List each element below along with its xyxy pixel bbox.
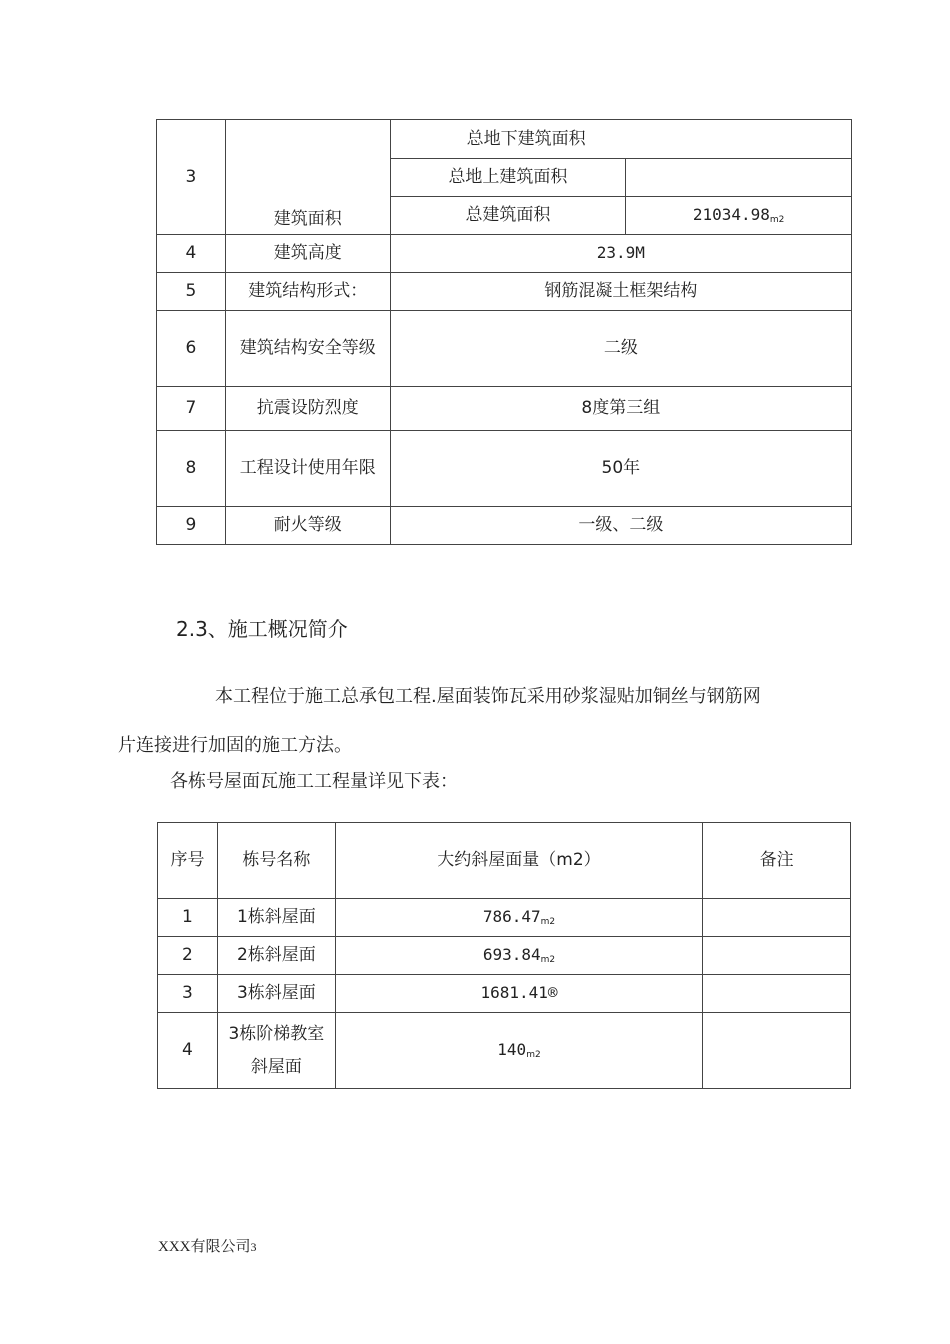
row-value: 50年	[390, 431, 851, 507]
aboveground-area-value	[626, 159, 852, 197]
row-number: 1	[158, 899, 218, 937]
row-note	[703, 899, 851, 937]
row-number: 4	[158, 1013, 218, 1089]
row-number: 5	[157, 273, 226, 311]
row-label: 建筑结构形式：	[225, 273, 390, 311]
row-area	[335, 1013, 702, 1089]
row-number: 7	[157, 387, 226, 431]
row-label: 建筑面积	[225, 120, 390, 235]
total-area-number: 21034.98	[692, 205, 770, 225]
footer-company: XXX有限公司	[158, 1239, 251, 1255]
row-label: 工程设计使用年限	[225, 431, 390, 507]
row-number: 8	[157, 431, 226, 507]
table-intro: 各栋号屋面瓦施工工程量详见下表：	[170, 771, 458, 792]
row-building: 1栋斜屋面	[217, 899, 335, 937]
paragraph-line-1: 本工程位于施工总承包工程.屋面装饰瓦采用砂浆湿贴加铜丝与钢筋网	[215, 686, 761, 707]
header-number: 序号	[158, 823, 218, 899]
row-note	[703, 975, 851, 1013]
row-building: 3栋阶梯教室斜屋面	[217, 1013, 335, 1089]
row-number: 3	[157, 120, 226, 235]
footer-page-number: 3	[250, 1240, 257, 1254]
row-value: 二级	[390, 311, 851, 387]
row-building: 3栋斜屋面	[217, 975, 335, 1013]
header-area-label: 大约斜屋面量（m2）	[437, 850, 601, 871]
row-number: 2	[158, 937, 218, 975]
header-note: 备注	[703, 823, 851, 899]
building-info-table	[156, 119, 852, 545]
total-area-value	[626, 197, 852, 235]
row-area-number: 1681.41®	[480, 983, 558, 1003]
total-area-unit: m2	[769, 215, 785, 226]
row-number: 3	[158, 975, 218, 1013]
row-label: 抗震设防烈度	[225, 387, 390, 431]
paragraph-line-2: 片连接进行加固的施工方法。	[118, 735, 352, 756]
row-area-unit: m2	[526, 1050, 541, 1061]
row-area	[335, 975, 702, 1013]
row-value: 钢筋混凝土框架结构	[390, 273, 851, 311]
header-area	[335, 823, 702, 899]
row-value: 23.9M	[390, 235, 851, 273]
row-area-number: 786.47	[482, 907, 541, 927]
row-note	[703, 937, 851, 975]
roof-quantity-table	[157, 822, 851, 1089]
row-building: 2栋斜屋面	[217, 937, 335, 975]
section-heading: 2.3、施工概况简介	[176, 617, 348, 641]
row-number: 9	[157, 507, 226, 545]
row-area	[335, 899, 702, 937]
row-area-unit: m2	[540, 955, 556, 966]
page-footer	[158, 1235, 257, 1256]
row-area-number: 140	[497, 1040, 527, 1060]
row-number: 4	[157, 235, 226, 273]
row-label: 建筑高度	[225, 235, 390, 273]
row-value: 一级、二级	[390, 507, 851, 545]
total-area-label: 总建筑面积	[390, 197, 626, 235]
row-area-number: 693.84	[482, 945, 541, 965]
row-note	[703, 1013, 851, 1089]
row-area-unit: m2	[540, 917, 556, 928]
row-value: 8度第三组	[390, 387, 851, 431]
row-number: 6	[157, 311, 226, 387]
underground-area-label: 总地下建筑面积	[390, 120, 851, 159]
row-label: 耐火等级	[225, 507, 390, 545]
row-label: 建筑结构安全等级	[225, 311, 390, 387]
header-building-name: 栋号名称	[217, 823, 335, 899]
aboveground-area-label: 总地上建筑面积	[390, 159, 626, 197]
row-area	[335, 937, 702, 975]
